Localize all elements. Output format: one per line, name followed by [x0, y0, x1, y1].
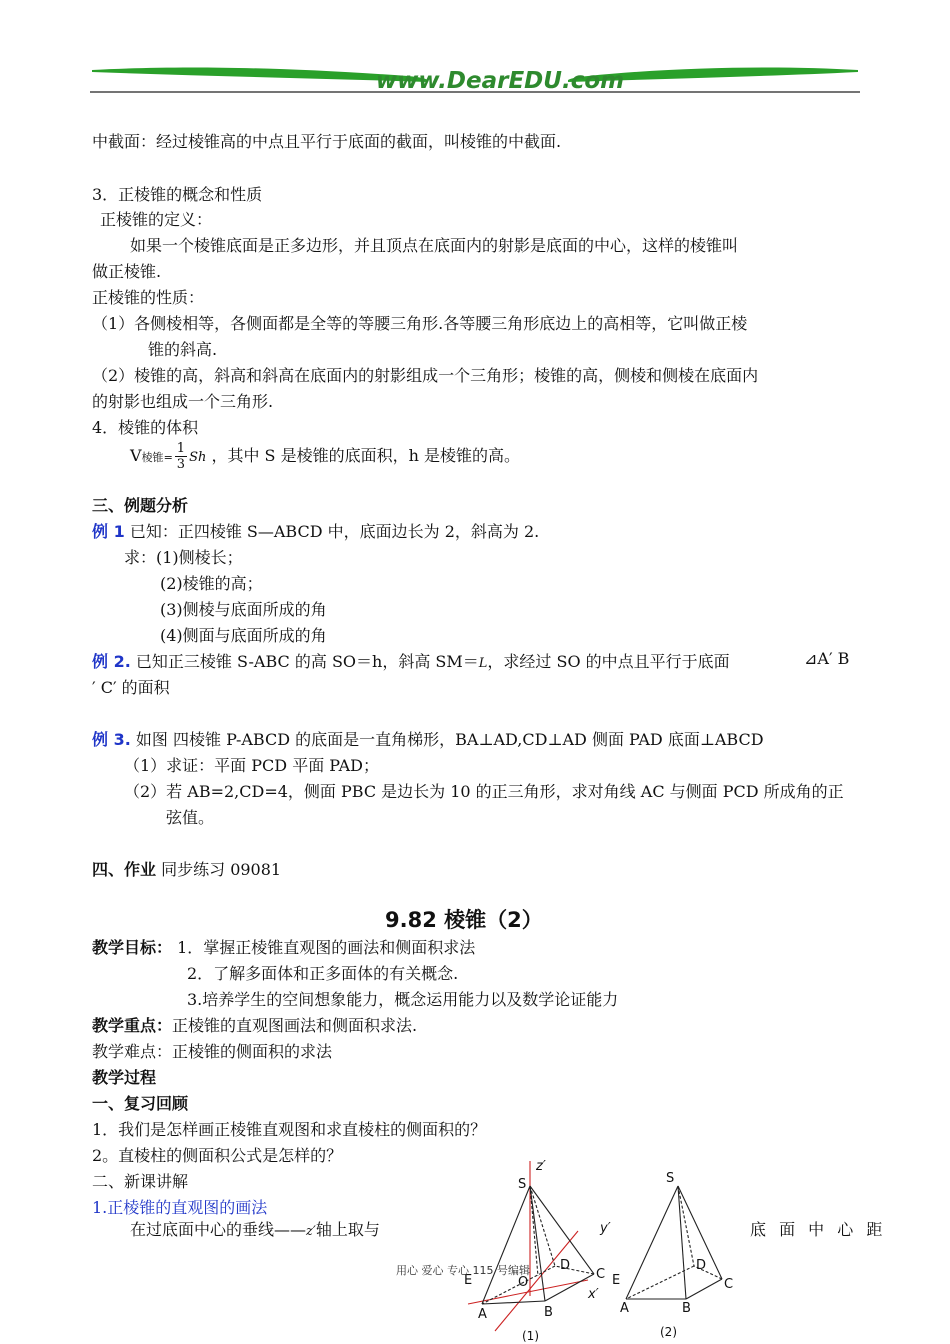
label-y: y′: [600, 1221, 611, 1236]
subheading-3: 3．正棱锥的概念和性质: [92, 185, 263, 204]
review-q1: 1．我们是怎样画正棱锥直观图和求直棱柱的侧面积的？: [92, 1120, 487, 1139]
example-3: [92, 727, 764, 750]
example-2-triangle: ⊿A′ B: [804, 649, 850, 668]
section-4: [92, 857, 281, 880]
difficulties: [92, 1039, 332, 1062]
edge2-da: [626, 1266, 694, 1299]
key-points-label: 教学重点：: [92, 1016, 173, 1035]
example-1-label: 例 1: [92, 522, 125, 541]
key-points-text: 正棱锥的直观图画法和侧面积求法.: [172, 1016, 418, 1035]
figure-1-caption: (1): [522, 1329, 539, 1343]
drawing-z-axis: z′: [306, 1224, 316, 1239]
subsection-drawing: 1.正棱锥的直观图的画法: [92, 1198, 268, 1217]
prop-2: （2）棱锥的高，斜高和斜高在底面内的射影组成一个三角形；棱锥的高，侧棱和侧棱在底面内: [92, 366, 759, 385]
label-a: A: [478, 1307, 487, 1322]
figure-1-labels: [464, 1159, 611, 1343]
label2-e: E: [612, 1273, 621, 1288]
example-2: [92, 649, 730, 672]
subheading-4: 4．棱锥的体积: [92, 418, 199, 437]
edge-ab: [482, 1301, 545, 1304]
figure-2-labels: [612, 1171, 733, 1339]
goal-2: 2．了解多面体和正多面体的有关概念.: [187, 964, 459, 983]
def-text-2: 做正棱锥.: [92, 262, 162, 281]
edge2-bc: [686, 1279, 722, 1299]
edge2-sa: [626, 1186, 678, 1299]
prop-1-cont: 锥的斜高.: [148, 340, 218, 359]
header-banner-graphic: [88, 60, 862, 96]
example-3-text: 如图 四棱锥 P-ABCD 的底面是一直角梯形，BA⊥AD,CD⊥AD 侧面 PAD 底面⊥ABCD: [135, 730, 764, 749]
example-2-cont: ′ C′ 的面积: [92, 678, 170, 697]
label-b: B: [544, 1305, 553, 1320]
example-2-text: 已知正三棱锥 S-ABC 的高 SO＝h，斜高 SM＝: [135, 652, 479, 671]
label2-a: A: [620, 1301, 629, 1316]
new-lesson-heading: 二、新课讲解: [92, 1172, 189, 1191]
edge2-sb: [678, 1186, 686, 1299]
label2-b: B: [682, 1301, 691, 1316]
lesson-title: 9.82 棱锥（2）: [385, 908, 543, 932]
volume-fraction: [175, 441, 187, 472]
section-4-text: 同步练习 09081: [161, 860, 282, 879]
example-3-q2-cont: 弦值。: [166, 808, 215, 827]
fraction-denominator: 3: [176, 457, 186, 472]
example-1: [92, 519, 539, 542]
section-3-heading: 三、例题分析: [92, 496, 189, 515]
difficulties-label: 教学难点：: [92, 1042, 173, 1061]
example-1-q4: (4)侧面与底面所成的角: [160, 626, 327, 645]
review-heading: 一、复习回顾: [92, 1094, 189, 1113]
label2-s: S: [666, 1171, 675, 1186]
prop-2-cont: 的射影也组成一个三角形.: [92, 392, 274, 411]
goal-3: 3.培养学生的空间想象能力，概念运用能力以及数学论证能力: [187, 990, 619, 1009]
section-4-heading: 四、作业: [92, 860, 157, 879]
drawing-text-c: 底 面 中 心 距: [750, 1220, 887, 1239]
volume-eq: =: [163, 451, 173, 464]
label-x: x′: [588, 1287, 599, 1302]
example-3-q1: （1）求证：平面 PCD 平面 PAD；: [124, 756, 379, 775]
prop-label: 正棱锥的性质：: [92, 288, 205, 307]
figure-2-caption: (2): [660, 1325, 677, 1339]
page-footer: 用心 爱心 专心 115 号编辑: [396, 1264, 530, 1277]
review-q2: 2。直棱柱的侧面积公式是怎样的？: [92, 1146, 343, 1165]
mid-section-def: 中截面：经过棱锥高的中点且平行于底面的截面，叫棱锥的中截面.: [92, 132, 562, 151]
pyramid-figure-1: [468, 1161, 594, 1331]
header-site-name: www.DearEDU.com: [375, 68, 625, 94]
def-text-1: 如果一个棱锥底面是正多边形，并且顶点在底面内的射影是底面的中心，这样的棱锥叫: [130, 236, 739, 255]
example-1-text: 已知：正四棱锥 S—ABCD 中，底面边长为 2，斜高为 2.: [129, 522, 540, 541]
drawing-text: [130, 1217, 380, 1240]
example-2-label: 例 2.: [92, 652, 131, 671]
drawing-text-b: 轴上取与: [315, 1220, 380, 1239]
label-s: S: [518, 1177, 527, 1192]
volume-v: V: [130, 446, 142, 465]
edge-so: [530, 1186, 538, 1276]
example-3-q2: （2）若 AB=2,CD=4，侧面 PBC 是边长为 10 的正三角形，求对角线 AC 与侧面 PCD 所成角的正: [124, 782, 844, 801]
label2-d: D: [696, 1258, 707, 1273]
prop-1: （1）各侧棱相等，各侧面都是全等的等腰三角形.各等腰三角形底边上的高相等，它叫做正棱: [92, 314, 748, 333]
def-label: 正棱锥的定义：: [100, 210, 213, 229]
example-1-q3: (3)侧棱与底面所成的角: [160, 600, 327, 619]
label-d: D: [560, 1258, 571, 1273]
y-axis: [495, 1231, 578, 1331]
fraction-numerator: 1: [176, 441, 186, 456]
volume-subscript: 棱锥: [141, 451, 164, 464]
volume-formula: [130, 441, 520, 472]
goal-1: 1．掌握正棱锥直观图的画法和侧面积求法: [177, 938, 476, 957]
drawing-text-a: 在过底面中心的垂线——: [130, 1220, 307, 1239]
example-1-q2: (2)棱锥的高；: [160, 574, 263, 593]
pyramid-figures: [460, 1156, 750, 1344]
key-points: [92, 1013, 417, 1036]
pyramid-figure-2: [626, 1186, 722, 1299]
label-o: O: [518, 1275, 529, 1290]
goals-label: 教学目标：: [92, 938, 173, 957]
label-c: C: [596, 1267, 606, 1282]
goals: [92, 935, 475, 958]
process-heading: 教学过程: [92, 1068, 157, 1087]
difficulties-text: 正棱锥的侧面积的求法: [172, 1042, 333, 1061]
label-e: E: [464, 1273, 473, 1288]
label2-c: C: [724, 1277, 734, 1292]
label-z: z′: [536, 1159, 546, 1174]
example-1-q1: 求：(1)侧棱长；: [124, 548, 243, 567]
example-3-label: 例 3.: [92, 730, 131, 749]
volume-sh: Sh: [189, 450, 207, 465]
example-2-l: L: [478, 656, 488, 671]
example-2-text2: ，求经过 SO 的中点且平行于底面: [487, 652, 730, 671]
volume-explanation: ，其中 S 是棱锥的底面积，h 是棱锥的高。: [211, 446, 520, 465]
